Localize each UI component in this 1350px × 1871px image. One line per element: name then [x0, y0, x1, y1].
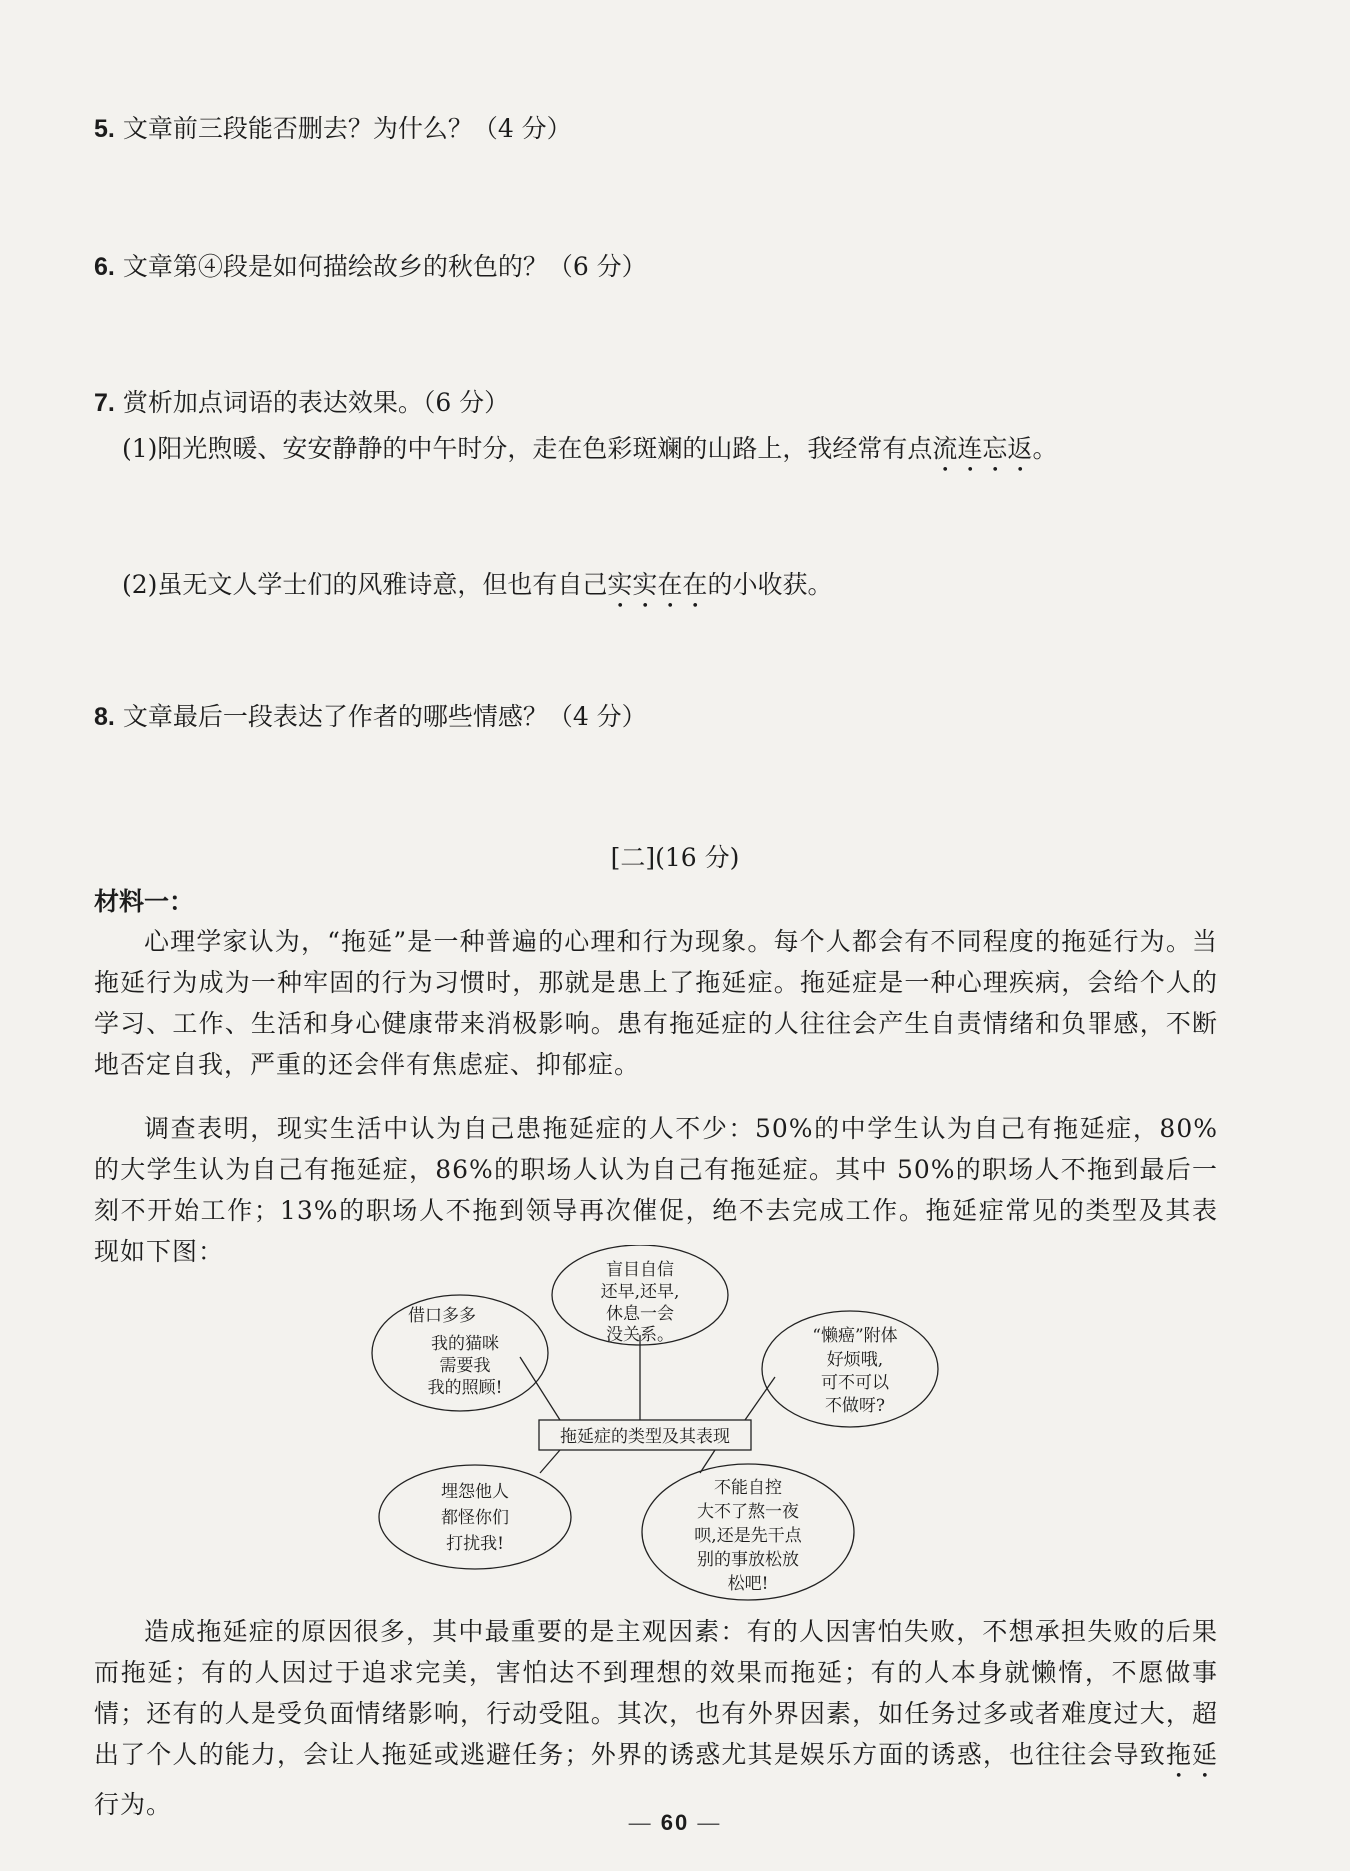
question-7-sub-1	[122, 432, 1057, 478]
emphasized-words: 实实在在	[607, 570, 708, 599]
paragraph-3	[94, 1611, 1218, 1825]
question-7-sub-2	[122, 568, 832, 614]
paragraph-2: 调查表明，现实生活中认为自己患拖延症的人不少：50%的中学生认为自己有拖延症，80%的大学生认为自己有拖延症，86%的职场人认为自己有拖延症。其中 50%的职场人不拖到最后一刻不开始工作；13%的职场人不拖到领导再次催促，绝不去完成工作。拖延症常见的类型及其表现如下图：	[94, 1114, 1218, 1266]
bottom-left-line-3: 打扰我!	[446, 1534, 504, 1554]
top-line-1: 盲目自信	[606, 1260, 674, 1280]
emphasized-words: 拖延	[1165, 1740, 1218, 1769]
question-number: 8.	[94, 703, 115, 731]
section-title: [二](16 分)	[610, 843, 740, 872]
connector-line	[540, 1450, 560, 1473]
question-text: 文章第④段是如何描绘故乡的秋色的？（6 分）	[122, 252, 647, 281]
right-line-3: 可不可以	[821, 1373, 889, 1393]
right-line-1: “懒癌”附体	[812, 1326, 898, 1346]
question-7	[94, 386, 509, 420]
bottom-right-line-3: 呗,还是先干点	[694, 1526, 802, 1546]
question-5	[94, 112, 572, 146]
sub-text: (2)虽无文人学士们的风雅诗意，但也有自己	[122, 570, 608, 599]
footer-dash: —	[628, 1810, 653, 1835]
bottom-right-line-5: 松吧!	[727, 1574, 769, 1594]
left-line-3: 需要我	[439, 1356, 491, 1376]
left-line-4: 我的照顾!	[427, 1378, 503, 1398]
question-text: 文章最后一段表达了作者的哪些情感？（4 分）	[122, 702, 647, 731]
bottom-right-line-1: 不能自控	[714, 1478, 782, 1498]
paragraph-1: 心理学家认为，“拖延”是一种普遍的心理和行为现象。每个人都会有不同程度的拖延行为。当拖延行为成为一种牢固的行为习惯时，那就是患上了拖延症。拖延症是一种心理疾病，会给个人的学习、工作、生活和身心健康带来消极影响。患有拖延症的人往往会产生自责情绪和负罪感，不断地否定自我，严重的还会伴有焦虑症、抑郁症。	[94, 927, 1218, 1079]
right-line-2: 好烦哦,	[826, 1350, 884, 1370]
bottom-right-line-4: 别的事放松放	[697, 1550, 799, 1570]
question-number: 6.	[94, 253, 115, 281]
question-number: 7.	[94, 389, 115, 417]
question-6	[94, 250, 647, 284]
center-label: 拖延症的类型及其表现	[560, 1427, 730, 1447]
question-8	[94, 700, 647, 734]
connector-line	[520, 1357, 560, 1420]
question-text: 赏析加点词语的表达效果。（6 分）	[122, 388, 510, 417]
sub-text-end: 。	[1032, 434, 1058, 463]
footer-dash: —	[697, 1810, 722, 1835]
emphasized-words: 流连忘返	[932, 434, 1033, 463]
left-line-2: 我的猫咪	[431, 1334, 499, 1354]
bottom-right-line-2: 大不了熬一夜	[697, 1502, 799, 1522]
page-footer	[0, 1810, 1350, 1836]
right-line-4: 不做呀?	[824, 1396, 886, 1416]
sub-text: (1)阳光煦暖、安安静静的中午时分，走在色彩斑斓的山路上，我经常有点	[122, 434, 933, 463]
sub-text-end: 的小收获。	[707, 570, 833, 599]
paragraph-3-text: 造成拖延症的原因很多，其中最重要的是主观因素：有的人因害怕失败，不想承担失败的后果而拖延；有的人因过于追求完美，害怕达不到理想的效果而拖延；有的人本身就懒惰，不愿做事情；还有的人是受负面情绪影响，行动受阻。其次，也有外界因素，如任务过多或者难度过大，超出了个人的能力，会让人拖延或逃避任务；外界的诱惑尤其是娱乐方面的诱惑，也往往会导致	[94, 1617, 1218, 1769]
bottom-left-line-1: 埋怨他人	[441, 1482, 509, 1502]
procrastination-types-diagram	[370, 1245, 950, 1610]
left-line-1: 借口多多	[408, 1306, 476, 1326]
question-number: 5.	[94, 115, 115, 143]
material-label: 材料一：	[94, 888, 195, 916]
connector-line	[745, 1377, 775, 1420]
paragraph-3-end: 行为。	[94, 1790, 173, 1819]
top-line-4: 没关系。	[606, 1325, 674, 1345]
top-line-2: 还早,还早,	[600, 1282, 680, 1302]
bottom-left-line-2: 都怪你们	[441, 1508, 509, 1528]
page-number: 60	[660, 1810, 690, 1835]
question-text: 文章前三段能否删去？为什么？（4 分）	[122, 114, 572, 143]
top-line-3: 休息一会	[606, 1304, 674, 1324]
